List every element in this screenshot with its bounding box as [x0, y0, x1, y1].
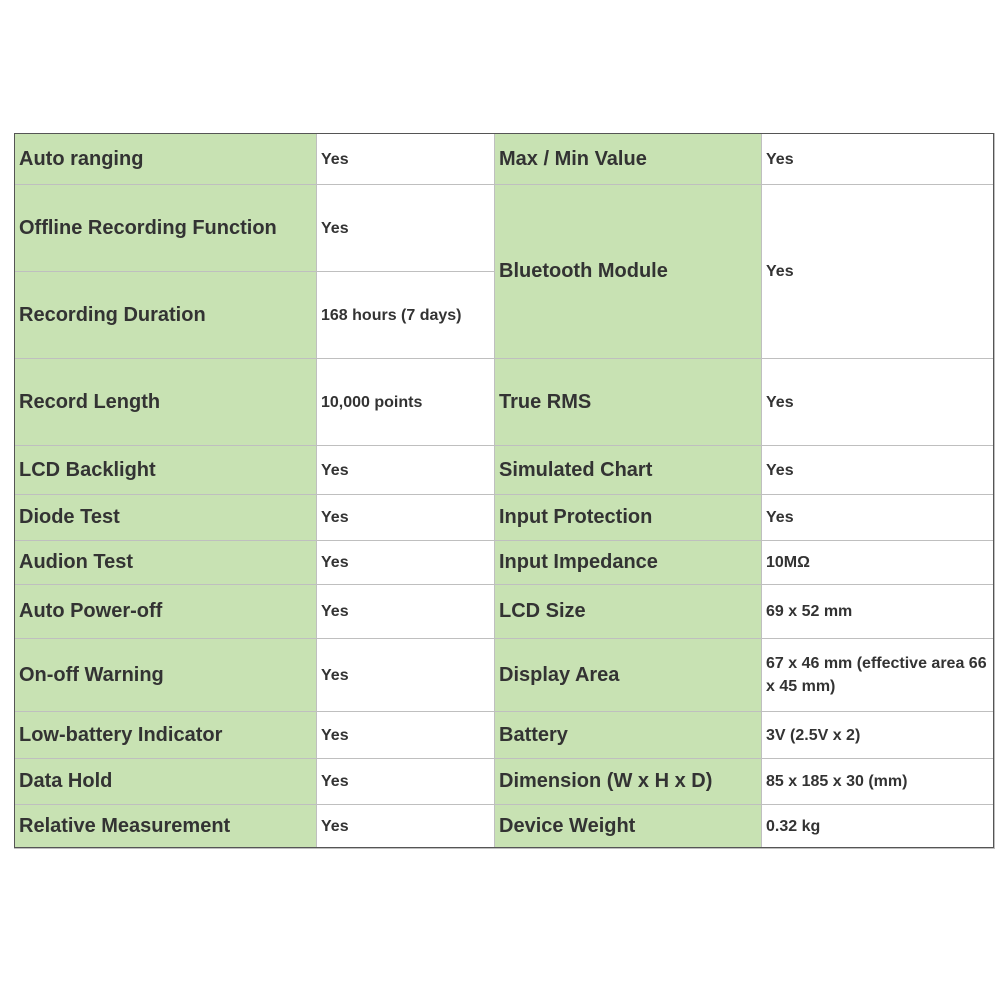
spec-label: LCD Size [495, 585, 762, 639]
table-row [15, 805, 995, 849]
spec-label: Relative Measurement [15, 805, 317, 849]
table-row [15, 585, 995, 639]
table-row [15, 639, 995, 712]
spec-label: Record Length [15, 359, 317, 446]
spec-table [14, 133, 995, 849]
table-row [15, 359, 995, 446]
spec-label: Low-battery Indicator [15, 712, 317, 759]
spec-value: 10MΩ [762, 541, 995, 585]
table-row [15, 134, 995, 185]
spec-label: True RMS [495, 359, 762, 446]
spec-value: 3V (2.5V x 2) [762, 712, 995, 759]
spec-label: Device Weight [495, 805, 762, 849]
table-row [15, 541, 995, 585]
spec-value: Yes [317, 759, 495, 805]
spec-value: Yes [762, 134, 995, 185]
spec-value: Yes [762, 359, 995, 446]
spec-label: Max / Min Value [495, 134, 762, 185]
spec-label: Recording Duration [15, 272, 317, 359]
spec-value: Yes [762, 185, 995, 359]
spec-value: Yes [317, 134, 495, 185]
spec-label: Simulated Chart [495, 446, 762, 495]
spec-label: Offline Recording Function [15, 185, 317, 272]
spec-label: Diode Test [15, 495, 317, 541]
spec-value: 10,000 points [317, 359, 495, 446]
spec-value: 67 x 46 mm (effective area 66 x 45 mm) [762, 639, 995, 712]
spec-value: 0.32 kg [762, 805, 995, 849]
table-row [15, 495, 995, 541]
spec-value: Yes [317, 541, 495, 585]
spec-value: 85 x 185 x 30 (mm) [762, 759, 995, 805]
spec-value: Yes [317, 446, 495, 495]
table-row [15, 185, 995, 272]
spec-label: Audion Test [15, 541, 317, 585]
spec-value: 69 x 52 mm [762, 585, 995, 639]
spec-value: Yes [317, 712, 495, 759]
spec-value: 168 hours (7 days) [317, 272, 495, 359]
table-row [15, 712, 995, 759]
spec-label: Dimension (W x H x D) [495, 759, 762, 805]
spec-value: Yes [317, 805, 495, 849]
spec-label: Battery [495, 712, 762, 759]
spec-label: Data Hold [15, 759, 317, 805]
spec-label: Bluetooth Module [495, 185, 762, 359]
spec-label: LCD Backlight [15, 446, 317, 495]
spec-label: Display Area [495, 639, 762, 712]
spec-label: Auto Power-off [15, 585, 317, 639]
table-row [15, 759, 995, 805]
spec-value: Yes [317, 585, 495, 639]
spec-value: Yes [762, 446, 995, 495]
spec-value: Yes [317, 495, 495, 541]
spec-label: Input Protection [495, 495, 762, 541]
table-row [15, 446, 995, 495]
spec-label: Input Impedance [495, 541, 762, 585]
spec-label: Auto ranging [15, 134, 317, 185]
spec-value: Yes [762, 495, 995, 541]
spec-value: Yes [317, 639, 495, 712]
spec-label: On-off Warning [15, 639, 317, 712]
spec-value: Yes [317, 185, 495, 272]
